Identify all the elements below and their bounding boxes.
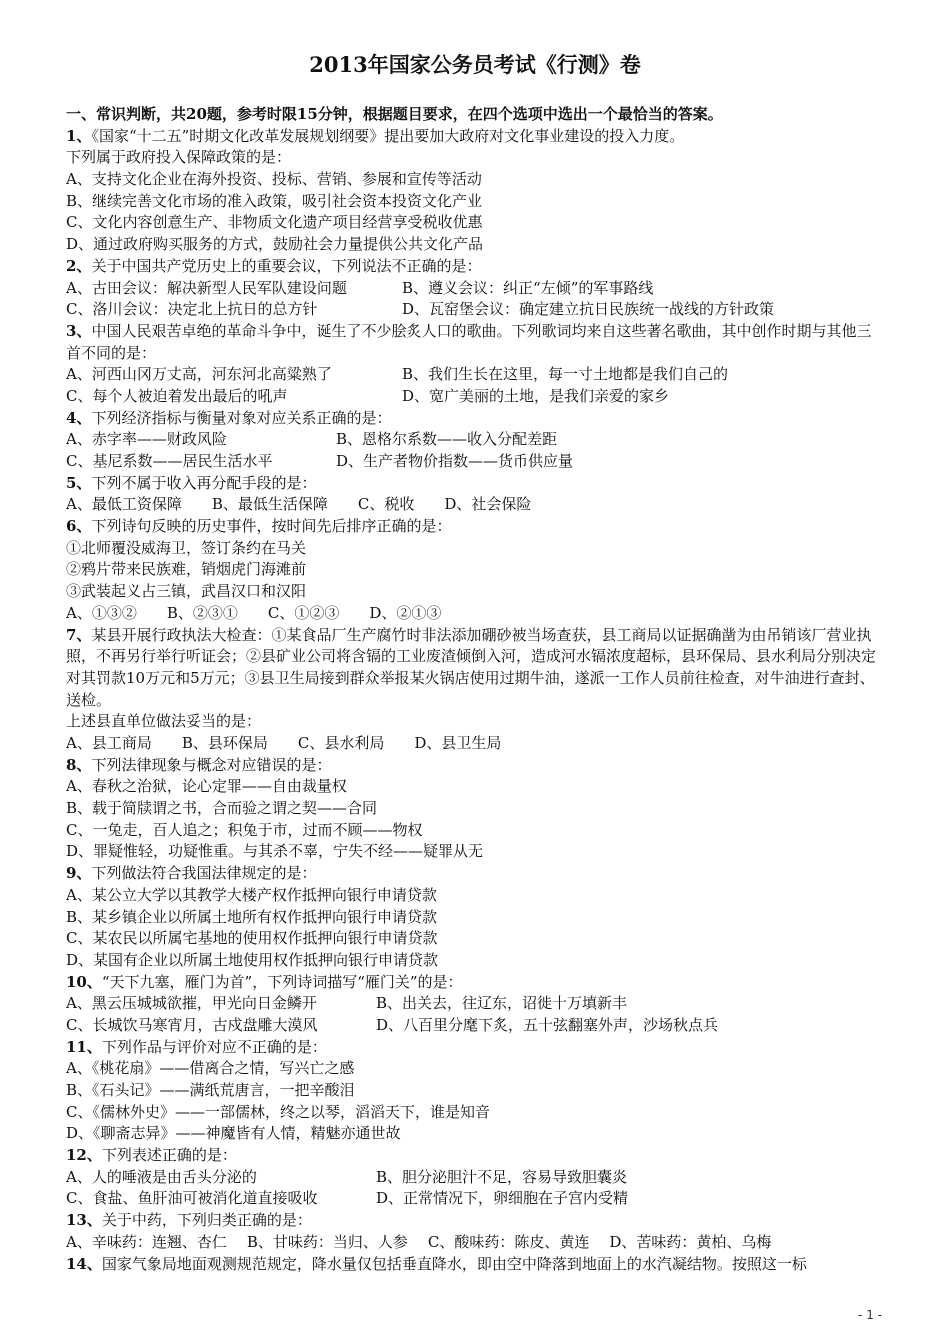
question-1-option-d: D、通过政府购买服务的方式，鼓励社会力量提供公共文化产品 [66,235,484,254]
question-6-item-3: ③武装起义占三镇，武昌汉口和汉阳 [66,582,307,601]
question-6-stem: 6、下列诗句反映的历史事件，按时间先后排序正确的是： [66,517,452,536]
question-12-options-row-2 [66,1188,882,1210]
section-heading: 一、常识判断，共20题，参考时限15分钟，根据题目要求，在四个选项中选出一个最恰当的答案。 [66,105,723,123]
question-8-option-d: D、罪疑惟轻，功疑惟重。与其杀不辜，宁失不经——疑罪从无 [66,842,484,861]
question-4-options-row-1 [66,429,882,451]
page-number: - 1 - [858,1308,882,1322]
question-6-option-b: B、②③① [166,603,238,622]
question-1-option-c: C、文化内容创意生产、非物质文化遗产项目经营享受税收优惠 [66,213,483,232]
question-12-option-a: A、人的唾液是由舌头分泌的 [66,1167,257,1186]
question-10-option-b: B、出关去，往辽东，诏徙十万填新丰 [376,994,628,1013]
question-2-options-row-1 [66,278,882,300]
question-6-options [66,603,882,625]
question-13-option-d: D、苦味药：黄柏、乌梅 [609,1232,772,1251]
question-1-option-b: B、继续完善文化市场的准入政策，吸引社会资本投资文化产业 [66,191,483,210]
question-6-option-c: C、①②③ [267,603,340,622]
question-9-option-a: A、某公立大学以其教学大楼产权作抵押向银行申请贷款 [66,885,437,904]
question-3-option-c: C、每个人被迫着发出最后的吼声 [66,386,288,405]
question-7-stem-2: 上述县直单位做法妥当的是： [66,712,262,731]
question-8-option-a: A、春秋之治狱，论心定罪——自由裁量权 [66,777,347,796]
question-6-item-1: ①北师覆没威海卫，签订条约在马关 [66,538,307,557]
question-10-option-a: A、黑云压城城欲摧，甲光向日金鳞开 [66,994,317,1013]
question-13-options [66,1232,882,1254]
question-5-option-a: A、最低工资保障 [66,495,182,514]
question-9-option-c: C、某农民以所属宅基地的使用权作抵押向银行申请贷款 [66,929,438,948]
question-7-option-d: D、县卫生局 [414,734,502,753]
question-12-option-d: D、正常情况下，卵细胞在子宫内受精 [376,1189,629,1208]
question-13-option-b: B、甘味药：当归、人参 [246,1232,408,1251]
question-4-option-c: C、基尼系数——居民生活水平 [66,452,273,471]
question-8-option-b: B、载于简牍谓之书，合而验之谓之契——合同 [66,799,378,818]
question-6-option-a: A、①③② [66,603,137,622]
question-8-stem: 8、下列法律现象与概念对应错误的是： [66,755,332,774]
question-1-stem-2: 下列属于政府投入保障政策的是： [66,148,292,167]
question-2-option-b: B、遵义会议：纠正“左倾”的军事路线 [402,278,654,297]
question-5-option-b: B、最低生活保障 [211,495,328,514]
question-11-stem: 11、下列作品与评价对应不正确的是： [66,1037,327,1056]
question-7-options [66,733,882,755]
question-12-stem: 12、下列表述正确的是： [66,1146,237,1165]
question-9-stem: 9、下列做法符合我国法律规定的是： [66,864,317,883]
question-4-option-a: A、赤字率——财政风险 [66,430,227,449]
question-13-option-a: A、辛味药：连翘、杏仁 [66,1232,227,1251]
question-3-option-a: A、河西山冈万丈高，河东河北高粱熟了 [66,365,332,384]
question-12-options-row-1 [66,1167,882,1189]
question-6-item-2: ②鸦片带来民族难，销烟虎门海滩前 [66,560,307,579]
question-13-stem: 13、关于中药，下列归类正确的是： [66,1211,312,1230]
question-5-option-c: C、税收 [357,495,415,514]
question-4-option-b: B、恩格尔系数——收入分配差距 [336,430,558,449]
question-9-option-b: B、某乡镇企业以所属土地所有权作抵押向银行申请贷款 [66,907,438,926]
question-7-option-a: A、县工商局 [66,734,152,753]
question-6-option-d: D、②①③ [369,603,442,622]
question-5-option-d: D、社会保险 [444,495,532,514]
question-8-option-c: C、一兔走，百人追之；积兔于市，过而不顾——物权 [66,820,423,839]
question-10-option-d: D、八百里分麾下炙，五十弦翻塞外声，沙场秋点兵 [376,1015,719,1034]
question-7-option-b: B、县环保局 [181,734,268,753]
question-12-option-c: C、食盐、鱼肝油可被消化道直接吸收 [66,1189,318,1208]
question-11-option-a: A、《桃花扇》——借离合之情，写兴亡之感 [66,1059,355,1078]
question-11-option-b: B、《石头记》——满纸荒唐言，一把辛酸泪 [66,1081,355,1100]
question-10-option-c: C、长城饮马寒宵月，古戍盘雕大漠风 [66,1015,318,1034]
question-4-options-row-2 [66,451,882,473]
question-12-option-b: B、胆分泌胆汁不足，容易导致胆囊炎 [376,1167,628,1186]
question-7-option-c: C、县水利局 [297,734,385,753]
question-13-option-c: C、酸味药：陈皮、黄连 [427,1232,590,1251]
question-3-option-b: B、我们生长在这里，每一寸土地都是我们自己的 [402,365,729,384]
question-10-stem: 10、“天下九塞，雁门为首”，下列诗词描写“雁门关”的是： [66,972,463,991]
question-3-options-row-2 [66,386,882,408]
question-3-stem: 3、中国人民艰苦卓绝的革命斗争中，诞生了不少脍炙人口的歌曲。下列歌词均来自这些著名歌曲，其中创作时期与其他三首不同的是： [66,321,872,362]
question-10-options-row-1 [66,993,882,1015]
question-2-options-row-2 [66,299,882,321]
question-2-option-c: C、洛川会议：决定北上抗日的总方针 [66,300,318,319]
question-2-option-a: A、古田会议：解决新型人民军队建设问题 [66,278,347,297]
question-5-options [66,494,882,516]
question-1-stem: 1、《国家“十二五”时期文化改革发展规划纲要》提出要加大政府对文化事业建设的投入力度。 [66,126,685,145]
question-11-option-d: D、《聊斋志异》——神魔皆有人情，精魅亦通世故 [66,1124,401,1143]
question-10-options-row-2 [66,1015,882,1037]
question-7-stem: 7、某县开展行政执法大检查：①某食品厂生产腐竹时非法添加硼砂被当场查获，县工商局以证据确凿为由吊销该厂营业执照，不再另行举行听证会；②县矿业公司将含镉的工业废渣倾倒入河，造成河水镉浓度超标，县环保局、县水利局分别决定对其罚款10万元和5万元；③县卫生局接到群众举报某火锅店使用过期牛油，遂派一工作人员前往检查，对牛油进行查封、送检。 [66,625,877,709]
question-9-option-d: D、某国有企业以所属土地使用权作抵押向银行申请贷款 [66,950,439,969]
question-5-stem: 5、下列不属于收入再分配手段的是： [66,473,317,492]
document-title: 2013年国家公务员考试《行测》卷 [309,52,641,77]
question-3-option-d: D、宽广美丽的土地，是我们亲爱的家乡 [402,386,670,405]
question-list [66,104,882,1275]
question-11-option-c: C、《儒林外史》——一部儒林，终之以琴，滔滔天下，谁是知音 [66,1102,490,1121]
question-2-option-d: D、瓦窑堡会议：确定建立抗日民族统一战线的方针政策 [402,300,775,319]
question-4-option-d: D、生产者物价指数——货币供应量 [336,452,574,471]
question-2-stem: 2、关于中国共产党历史上的重要会议，下列说法不正确的是： [66,256,482,275]
question-14-stem: 14、国家气象局地面观测规范规定，降水量仅包括垂直降水，即由空中降落到地面上的水汽凝结物。按照这一标 [66,1254,807,1273]
question-4-stem: 4、下列经济指标与衡量对象对应关系正确的是： [66,408,392,427]
question-3-options-row-1 [66,364,882,386]
question-1-option-a: A、支持文化企业在海外投资、投标、营销、参展和宣传等活动 [66,170,482,189]
